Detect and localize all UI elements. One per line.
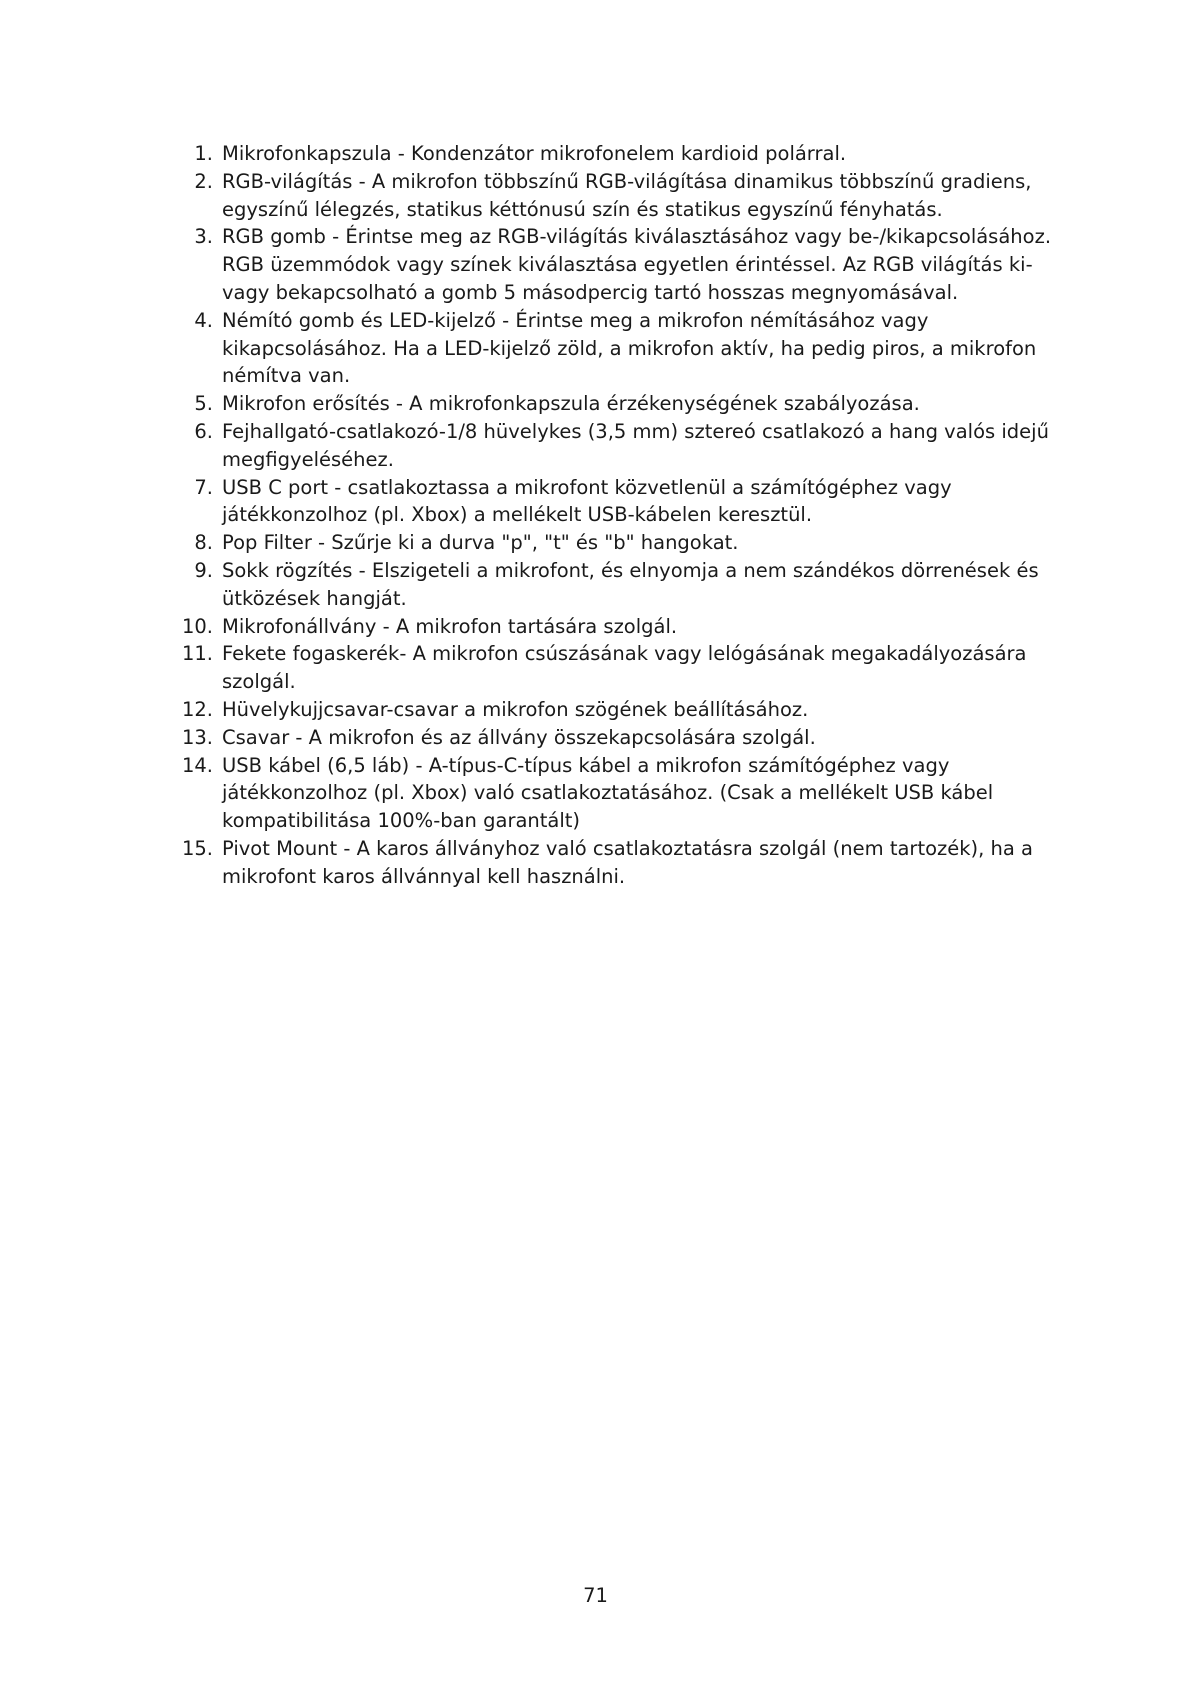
list-item-text: Mikrofonkapszula - Kondenzátor mikrofonelem kardioid polárral.	[222, 142, 847, 165]
list-item	[176, 613, 1061, 641]
list-item-number: 7.	[194, 475, 213, 499]
list-item-text: Hüvelykujjcsavar-csavar a mikrofon szögének beállításához.	[222, 697, 809, 721]
list-item-number: 9.	[194, 558, 213, 582]
list-item	[176, 223, 1061, 306]
list-item-number: 10.	[181, 614, 213, 638]
list-item-text: Fejhallgató-csatlakozó-1/8 hüvelykes (3,5 mm) sztereó csatlakozó a hang valós idejű megfigyeléséhez.	[222, 419, 1049, 471]
list-item-text: RGB-világítás - A mikrofon többszínű RGB-világítása dinamikus többszínű gradiens, egyszínű lélegzés, statikus kéttónusú szín és statikus egyszínű fényhatás.	[222, 169, 1032, 221]
list-item	[176, 724, 1061, 752]
list-item-text: USB kábel (6,5 láb) - A-típus-C-típus kábel a mikrofon számítógéphez vagy játékkonzolhoz (pl. Xbox) való csatlakoztatásához. (Csak a mellékelt USB kábel kompatibilitása 100%-ban garantált)	[222, 753, 994, 833]
list-item-number: 8.	[194, 531, 213, 555]
list-item-number: 6.	[194, 419, 213, 443]
list-item-text: Pop Filter - Szűrje ki a durva "p", "t" és "b" hangokat.	[222, 531, 739, 555]
list-item-number: 4.	[194, 308, 213, 332]
list-item-text: Némító gomb és LED-kijelző - Érintse meg a mikrofon némításához vagy kikapcsolásához. Ha a LED-kijelző zöld, a mikrofon aktív, ha pedig piros, a mikrofon némítva van.	[222, 308, 1037, 388]
list-item	[176, 529, 1061, 557]
list-item-text: USB C port - csatlakoztassa a mikrofont közvetlenül a számítógéphez vagy játékkonzolhoz (pl. Xbox) a mellékelt USB-kábelen keresztül.	[222, 475, 952, 527]
list-item-text: Mikrofonállvány - A mikrofon tartására szolgál.	[222, 614, 678, 638]
list-item	[176, 390, 1061, 418]
list-item	[176, 140, 1061, 168]
list-item-text: Csavar - A mikrofon és az állvány összekapcsolására szolgál.	[222, 725, 816, 749]
list-item-number: 3.	[194, 225, 213, 249]
list-item-text: RGB gomb - Érintse meg az RGB-világítás kiválasztásához vagy be-/kikapcsolásához. RGB üzemmódok vagy színek kiválasztása egyetlen érintéssel. Az RGB világítás ki- vagy bekapcsolható a gomb 5 másodpercig tartó hosszas megnyomásával.	[222, 225, 1052, 304]
page-number: 71	[583, 1584, 608, 1607]
list-item-number: 1.	[194, 142, 213, 165]
list-item-text: Pivot Mount - A karos állványhoz való csatlakoztatásra szolgál (nem tartozék), ha a mikrofont karos állvánnyal kell használni.	[222, 836, 1034, 888]
list-item-text: Mikrofon erősítés - A mikrofonkapszula érzékenységének szabályozása.	[222, 392, 920, 416]
list-item	[176, 752, 1061, 835]
list-item-text: Fekete fogaskerék- A mikrofon csúszásának vagy lelógásának megakadályozására szolgál.	[222, 642, 1027, 694]
list-item	[176, 418, 1061, 474]
feature-list	[176, 140, 1061, 891]
list-item-number: 11.	[181, 642, 213, 666]
list-item	[176, 168, 1061, 224]
list-item-number: 2.	[194, 169, 213, 193]
list-item-number: 12.	[181, 697, 213, 721]
list-item	[176, 307, 1061, 390]
list-item	[176, 557, 1061, 613]
list-item-text: Sokk rögzítés - Elszigeteli a mikrofont, és elnyomja a nem szándékos dörrenések és ütközések hangját.	[222, 558, 1039, 610]
list-item-number: 14.	[181, 753, 213, 777]
list-item	[176, 474, 1061, 530]
list-item	[176, 696, 1061, 724]
list-item	[176, 835, 1061, 891]
list-item	[176, 640, 1061, 696]
list-item-number: 15.	[181, 836, 213, 860]
list-item-number: 13.	[181, 725, 213, 749]
list-item-number: 5.	[194, 392, 213, 416]
